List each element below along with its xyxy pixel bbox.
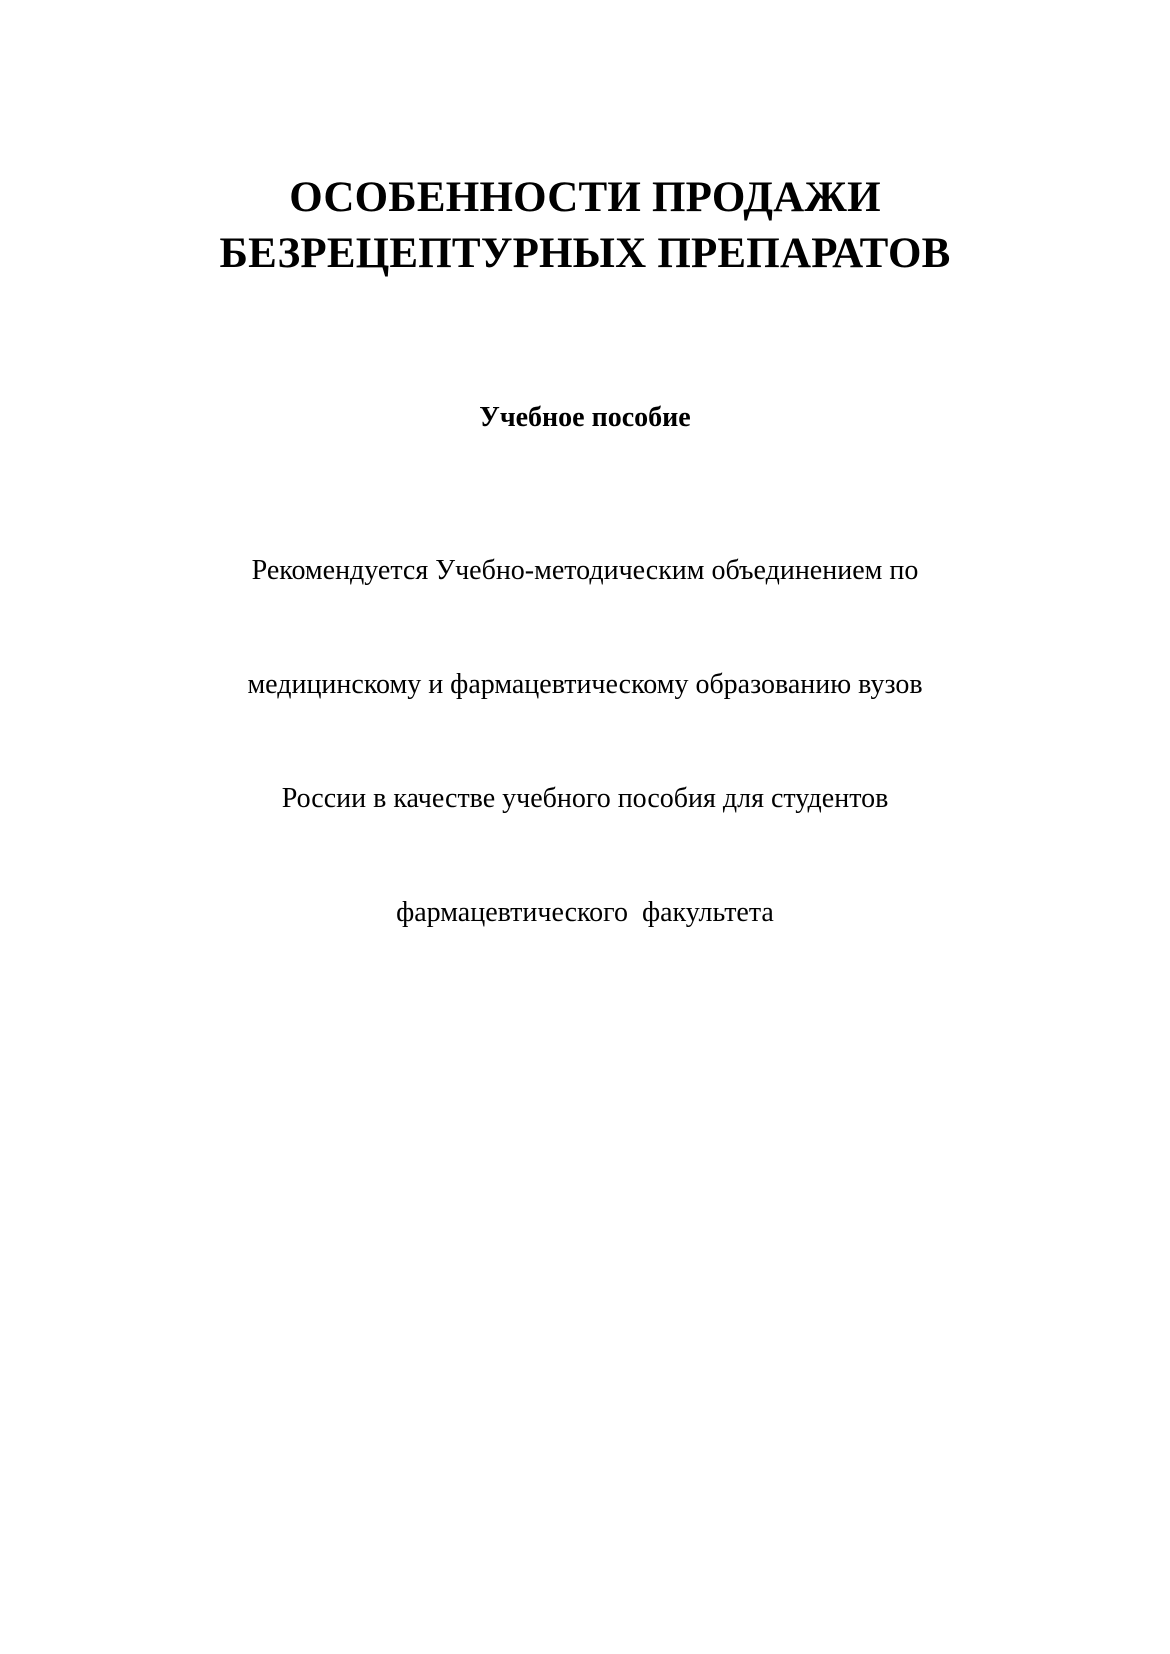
recommendation-text <box>0 476 1170 1008</box>
recommendation-line-1: Рекомендуется Учебно-методическим объединением по <box>251 555 919 586</box>
title-line-2: БЕЗРЕЦЕПТУРНЫХ ПРЕПАРАТОВ <box>219 230 951 277</box>
document-type-label: Учебное пособие <box>479 402 691 433</box>
document-title <box>0 170 1170 282</box>
title-line-1: ОСОБЕННОСТИ ПРОДАЖИ <box>289 174 881 221</box>
recommendation-line-3: России в качестве учебного пособия для студентов <box>281 783 889 814</box>
recommendation-line-4: фармацевтического факультета <box>396 897 774 928</box>
recommendation-line-2: медицинскому и фармацевтическому образованию вузов <box>247 669 923 700</box>
